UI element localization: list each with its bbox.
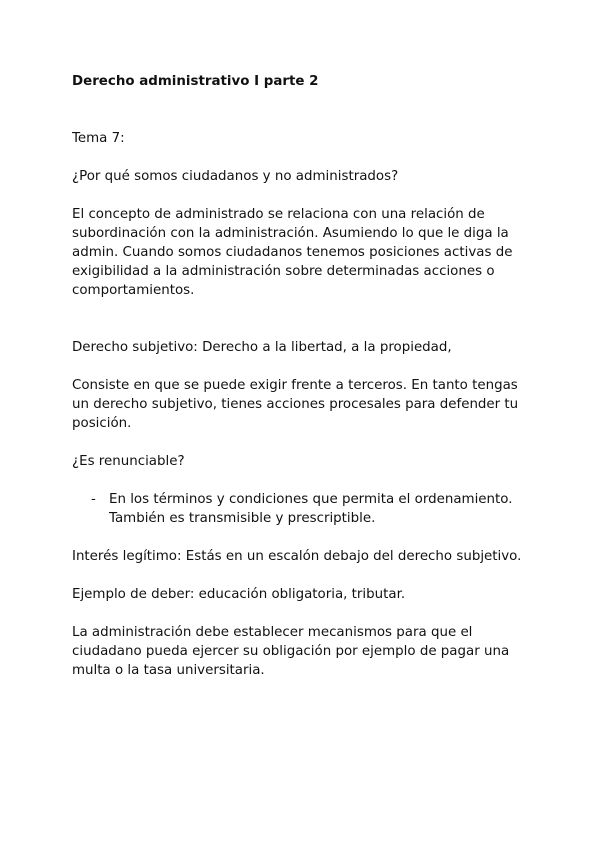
paragraph-exigir-terceros: Consiste en que se puede exigir frente a terceros. En tanto tengas un derecho subjetivo, tienes acciones procesales para defender tu posición. <box>72 378 519 431</box>
bullet-list <box>72 490 532 528</box>
paragraph-derecho-subjetivo: Derecho subjetivo: Derecho a la libertad, a la propiedad, <box>72 340 452 355</box>
document-body <box>72 72 532 680</box>
paragraph-administrado: El concepto de administrado se relaciona con una relación de subordinación con la administración. Asumiendo lo que le diga la admin. Cuando somos ciudadanos tenemos posiciones activas de exigibilidad a la administración sobre determinadas acciones o comportamientos. <box>72 207 513 298</box>
question-ciudadanos: ¿Por qué somos ciudadanos y no administrados? <box>72 169 399 184</box>
paragraph-ejemplo-deber: Ejemplo de deber: educación obligatoria, tributar. <box>72 587 406 602</box>
paragraph-mecanismos: La administración debe establecer mecanismos para que el ciudadano pueda ejercer su obligación por ejemplo de pagar una multa o la tasa universitaria. <box>72 625 510 678</box>
document-title: Derecho administrativo I parte 2 <box>72 74 319 89</box>
list-item <box>72 490 532 528</box>
topic-heading: Tema 7: <box>72 131 125 146</box>
question-renunciable: ¿Es renunciable? <box>72 454 185 469</box>
bullet-text: En los términos y condiciones que permita el ordenamiento. También es transmisible y prescriptible. <box>109 492 513 526</box>
paragraph-interes-legitimo: Interés legítimo: Estás en un escalón debajo del derecho subjetivo. <box>72 549 522 564</box>
bullet-marker: - <box>91 492 96 507</box>
